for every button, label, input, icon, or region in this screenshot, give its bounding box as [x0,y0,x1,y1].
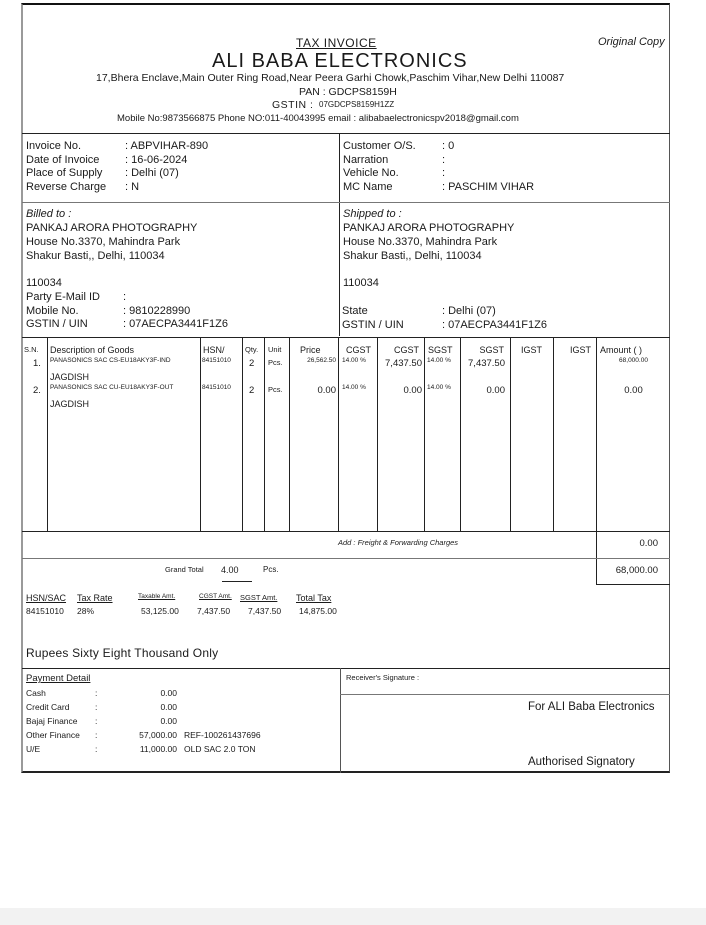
meta-label: Place of Supply [26,167,103,179]
meta-label: MC Name [343,180,393,193]
meta-label: Invoice No. [26,140,82,152]
tax-summary-cell: 84151010 [26,606,64,616]
meta-label: Vehicle No. [343,167,399,179]
payment-value: 57,000.00 [139,730,177,740]
col-header-description: Description of Goods [50,345,135,355]
item-sub: JAGDISH [50,399,90,409]
item-description: PANASONICS SAC CU-EU18AKY3F-OUT [50,384,174,391]
document-title: TAX INVOICE [296,36,377,50]
payment-colon: : [95,688,98,698]
item-unit: Pcs. [268,385,283,394]
billed-to-heading: Billed to : [26,208,72,220]
item-cgst-amt: 0.00 [403,385,422,396]
col-header-igst-amt: IGST [569,345,591,355]
col-header-sgst-amt: SGST [479,345,504,355]
meta-label: Date of Invoice [26,153,100,166]
divider [22,133,670,134]
col-header-amount: Amount ( ) [600,345,643,355]
item-price: 0.00 [317,385,336,396]
payment-value: 11,000.00 [139,744,177,754]
billed-field-value: : 9810228990 [123,304,191,317]
company-gstin-label: GSTIN : [272,99,314,111]
billed-field-label: Party E-Mail ID [26,291,100,303]
column-line [200,337,201,531]
billed-to-address1: House No.3370, Mahindra Park [26,236,181,248]
meta-value: : 0 [442,140,455,152]
payment-label: Cash [26,688,46,698]
payment-value: 0.00 [160,688,177,698]
item-sgst-amt: 7,437.50 [468,358,505,369]
meta-label: Customer O/S. [343,140,416,152]
payment-value: 0.00 [160,702,177,712]
meta-value: : Delhi (07) [125,167,179,179]
item-cgst-amt: 7,437.50 [385,358,422,369]
item-price: 26,562.50 [307,357,336,364]
item-qty: 2 [249,358,255,369]
billed-to-pin: 110034 [26,277,62,289]
column-line [553,337,554,531]
receiver-signature-label: Receiver's Signature : [346,673,420,682]
tax-summary-header: SGST Amt. [240,593,278,602]
col-header-igst-rate: IGST [521,345,543,355]
col-header-price: Price [300,345,321,355]
company-address: 17,Bhera Enclave,Main Outer Ring Road,Near Peera Garhi Chowk,Paschim Vihar,New Delhi 110087 [96,72,565,84]
item-sgst-amt: 0.00 [486,385,505,396]
item-sn: 1. [33,358,41,369]
shipped-to-heading: Shipped to : [343,208,402,220]
payment-reference: REF-100261437696 [184,730,261,740]
divider [596,584,670,585]
payment-colon: : [95,716,98,726]
tax-summary-header: Taxable Amt. [138,593,176,600]
grand-total-unit: Pcs. [263,565,279,574]
billed-to-address2: Shakur Basti,, Delhi, 110034 [26,250,165,262]
shipped-to-address2: Shakur Basti,, Delhi, 110034 [343,250,482,262]
billed-field-value: : 07AECPA3441F1Z6 [123,318,228,330]
column-line [264,337,265,531]
meta-value: : ABPVIHAR-890 [125,140,209,152]
col-header-qty: Qty. [245,345,259,354]
billed-field-label: Mobile No. [26,304,79,317]
divider [22,558,670,559]
meta-value: : 16-06-2024 [125,153,188,166]
copy-label: Original Copy [598,36,665,48]
divider [340,694,670,695]
tax-summary-header: CGST Amt. [199,593,232,600]
billed-field-value: : [123,291,127,303]
item-sgst-rate: 14.00 % [427,384,451,391]
freight-label: Add : Freight & Forwarding Charges [338,538,459,547]
item-hsn: 84151010 [202,357,231,364]
column-line [242,337,243,531]
shipped-to-address1: House No.3370, Mahindra Park [343,236,498,248]
table-bottom-border [22,531,670,532]
item-unit: Pcs. [268,358,283,367]
col-header-unit: Unit [268,345,282,354]
column-line [424,337,425,531]
column-line [47,337,48,531]
divider [340,668,341,773]
divider [222,581,252,582]
tax-summary-header: Tax Rate [77,593,113,603]
meta-value: : [442,167,446,179]
col-header-sn: S.N. [24,345,39,354]
shipped-field-label: GSTIN / UIN [342,318,404,331]
tax-summary-cell: 53,125.00 [141,606,179,616]
for-company-label: For ALI Baba Electronics [528,701,655,713]
tax-summary-cell: 28% [77,606,95,616]
item-qty: 2 [249,385,255,396]
amount-in-words: Rupees Sixty Eight Thousand Only [26,646,219,660]
meta-value: : N [125,180,140,193]
meta-value: : PASCHIM VIHAR [442,180,535,193]
company-pan: PAN : GDCPS8159H [299,86,397,98]
item-sub: JAGDISH [50,372,90,382]
shipped-field-label: State [342,305,368,317]
item-hsn: 84151010 [202,384,231,391]
column-line [510,337,511,531]
meta-label: Reverse Charge [26,180,107,193]
tax-summary-cell: 7,437.50 [197,606,231,616]
payment-colon: : [95,744,98,754]
item-amount: 68,000.00 [619,357,648,364]
payment-colon: : [95,730,98,740]
item-cgst-rate: 14.00 % [342,357,366,364]
col-header-sgst-rate: SGST [428,345,453,355]
col-header-cgst-rate: CGST [346,345,372,355]
payment-label: U/E [26,744,41,754]
shipped-field-value: : Delhi (07) [442,305,496,317]
tax-summary-cell: 14,875.00 [299,606,337,616]
column-line [338,337,339,531]
tax-summary-cell: 7,437.50 [248,606,282,616]
divider [22,668,670,669]
col-header-hsn: HSN/ [203,345,225,355]
payment-label: Other Finance [26,730,80,740]
authorised-signatory-label: Authorised Signatory [528,756,635,768]
meta-value: : [442,153,446,166]
payment-detail-heading: Payment Detail [26,673,91,684]
item-sgst-rate: 14.00 % [427,357,451,364]
column-line [289,337,290,531]
company-gstin-value: 07GDCPS8159H1ZZ [319,100,395,109]
table-top-border [22,337,670,338]
payment-label: Credit Card [26,702,70,712]
billed-field-label: GSTIN / UIN [26,318,88,330]
divider [339,133,340,336]
company-name: ALI BABA ELECTRONICS [212,50,468,72]
grand-total-label: Grand Total [165,565,204,574]
item-amount: 0.00 [624,385,643,396]
item-sn: 2. [33,385,41,396]
tax-summary-header: Total Tax [296,593,332,603]
grand-total-value: 68,000.00 [615,565,658,576]
company-contact: Mobile No:9873566875 Phone NO:011-40043995 email : alibabaelectronicspv2018@gmail.com [117,113,519,124]
shipped-field-value: : 07AECPA3441F1Z6 [442,318,547,331]
col-header-cgst-amt: CGST [393,345,419,355]
grand-total-qty: 4.00 [221,565,239,575]
payment-colon: : [95,702,98,712]
meta-label: Narration [343,153,389,166]
payment-reference: OLD SAC 2.0 TON [184,744,256,754]
shipped-to-pin: 110034 [343,277,379,289]
billed-to-name: PANKAJ ARORA PHOTOGRAPHY [26,222,198,234]
payment-value: 0.00 [160,716,177,726]
payment-label: Bajaj Finance [26,716,78,726]
divider [22,202,670,203]
column-line [596,337,597,531]
item-cgst-rate: 14.00 % [342,384,366,391]
freight-value: 0.00 [639,538,658,549]
shipped-to-name: PANKAJ ARORA PHOTOGRAPHY [343,222,515,234]
tax-summary-header: HSN/SAC [26,593,67,603]
item-description: PANASONICS SAC CS-EU18AKY3F-IND [50,357,171,364]
bottom-band [0,908,706,925]
